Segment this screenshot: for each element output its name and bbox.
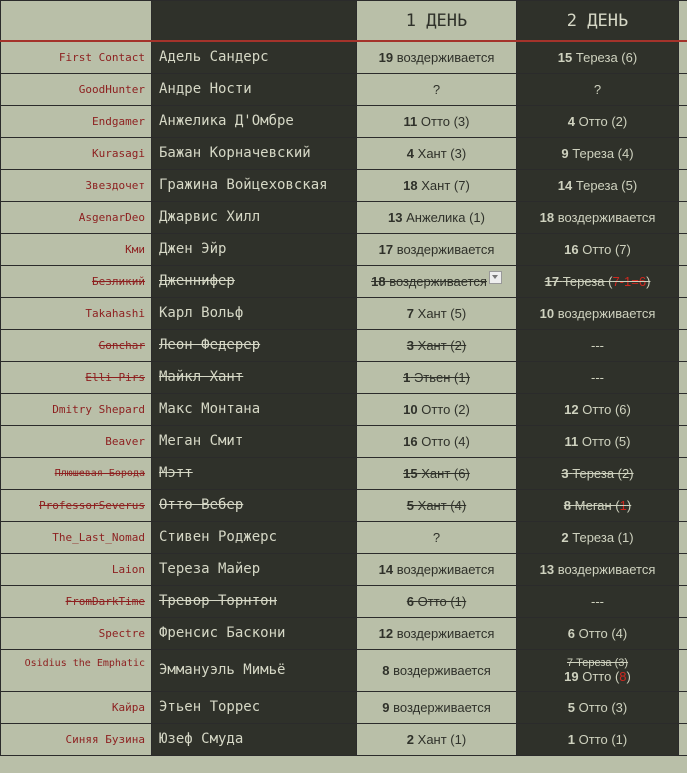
- role-name: Дженнифер: [152, 265, 357, 297]
- table-row: [1, 393, 687, 425]
- row-edge: [679, 393, 687, 425]
- row-edge: [679, 105, 687, 137]
- table-row: [1, 489, 687, 521]
- table-row: [1, 265, 687, 297]
- role-name: Адель Сандерс: [152, 41, 357, 73]
- day1-vote: 5 Хант (4): [357, 489, 517, 521]
- day1-vote: 6 Отто (1): [357, 585, 517, 617]
- player-name[interactable]: Elli Pirs: [1, 361, 152, 393]
- role-name: Карл Вольф: [152, 297, 357, 329]
- role-name: Джарвис Хилл: [152, 201, 357, 233]
- role-name: Джен Эйр: [152, 233, 357, 265]
- day2-vote: 8 Меган (1): [517, 489, 679, 521]
- player-name[interactable]: ProfessorSeverus: [1, 489, 152, 521]
- role-name: Этьен Торрес: [152, 691, 357, 723]
- table-row: [1, 691, 687, 723]
- table-row: [1, 73, 687, 105]
- day2-vote: 15 Тереза (6): [517, 41, 679, 73]
- row-edge: [679, 73, 687, 105]
- player-name[interactable]: Плюшевая Борода: [1, 457, 152, 489]
- row-edge: [679, 265, 687, 297]
- day1-vote: 10 Отто (2): [357, 393, 517, 425]
- day1-vote: 15 Хант (6): [357, 457, 517, 489]
- row-edge: [679, 41, 687, 73]
- header-day2: 2 ДЕНЬ: [517, 1, 679, 42]
- role-name: Стивен Роджерс: [152, 521, 357, 553]
- day2-vote: ---: [517, 361, 679, 393]
- day1-vote: 4 Хант (3): [357, 137, 517, 169]
- player-name[interactable]: Osidius the Emphatic: [1, 649, 152, 691]
- row-edge: [679, 489, 687, 521]
- player-name[interactable]: Кми: [1, 233, 152, 265]
- player-name[interactable]: AsgenarDeo: [1, 201, 152, 233]
- player-name[interactable]: Синяя Бузина: [1, 723, 152, 755]
- player-name[interactable]: Spectre: [1, 617, 152, 649]
- day1-vote: 7 Хант (5): [357, 297, 517, 329]
- day1-vote: 19 воздерживается: [357, 41, 517, 73]
- header-edge: [679, 1, 687, 42]
- day1-vote: 8 воздерживается: [357, 649, 517, 691]
- table-row: [1, 137, 687, 169]
- player-name[interactable]: FromDarkTime: [1, 585, 152, 617]
- dropdown-arrow-icon[interactable]: [489, 271, 502, 284]
- player-name[interactable]: GoodHunter: [1, 73, 152, 105]
- header-role-cell: [152, 1, 357, 42]
- role-name: Андре Ности: [152, 73, 357, 105]
- row-edge: [679, 297, 687, 329]
- day1-vote: 18 Хант (7): [357, 169, 517, 201]
- header-day1: 1 ДЕНЬ: [357, 1, 517, 42]
- player-name[interactable]: Endgamer: [1, 105, 152, 137]
- header-player-cell: [1, 1, 152, 42]
- day2-vote: 4 Отто (2): [517, 105, 679, 137]
- row-edge: [679, 585, 687, 617]
- day2-vote: 16 Отто (7): [517, 233, 679, 265]
- day2-vote: 6 Отто (4): [517, 617, 679, 649]
- table-row: [1, 521, 687, 553]
- player-name[interactable]: The_Last_Nomad: [1, 521, 152, 553]
- role-name: Майкл Хант: [152, 361, 357, 393]
- row-edge: [679, 617, 687, 649]
- day2-vote: 2 Тереза (1): [517, 521, 679, 553]
- day1-vote: 3 Хант (2): [357, 329, 517, 361]
- day2-vote: ---: [517, 329, 679, 361]
- row-edge: [679, 425, 687, 457]
- row-edge: [679, 521, 687, 553]
- day1-vote: 16 Отто (4): [357, 425, 517, 457]
- table-row: [1, 649, 687, 691]
- table-row: [1, 457, 687, 489]
- table-row: [1, 585, 687, 617]
- player-name[interactable]: Dmitry Shepard: [1, 393, 152, 425]
- row-edge: [679, 723, 687, 755]
- player-name[interactable]: Кайра: [1, 691, 152, 723]
- table-row: [1, 297, 687, 329]
- role-name: Макс Монтана: [152, 393, 357, 425]
- day2-vote: 18 воздерживается: [517, 201, 679, 233]
- row-edge: [679, 137, 687, 169]
- day1-vote: 13 Анжелика (1): [357, 201, 517, 233]
- day1-vote: ?: [357, 73, 517, 105]
- row-edge: [679, 553, 687, 585]
- role-name: Юзеф Смуда: [152, 723, 357, 755]
- day1-vote: 17 воздерживается: [357, 233, 517, 265]
- role-name: Френсис Баскони: [152, 617, 357, 649]
- player-name[interactable]: First Contact: [1, 41, 152, 73]
- day2-vote: 17 Тереза (7-1=6): [517, 265, 679, 297]
- row-edge: [679, 169, 687, 201]
- table-row: [1, 617, 687, 649]
- role-name: Леон Федерер: [152, 329, 357, 361]
- day2-vote: [517, 649, 679, 691]
- table-row: [1, 361, 687, 393]
- day1-vote: 18 воздерживается: [357, 265, 517, 297]
- day1-vote: 2 Хант (1): [357, 723, 517, 755]
- role-name: Гражина Войцеховская: [152, 169, 357, 201]
- day2-vote: 11 Отто (5): [517, 425, 679, 457]
- day1-vote: ?: [357, 521, 517, 553]
- day1-vote: 14 воздерживается: [357, 553, 517, 585]
- day2-new-vote: 19 Отто (8): [564, 669, 631, 684]
- row-edge: [679, 691, 687, 723]
- day1-vote: 11 Отто (3): [357, 105, 517, 137]
- table-row: [1, 169, 687, 201]
- player-name[interactable]: Безликий: [1, 265, 152, 297]
- role-name: Анжелика Д'Омбре: [152, 105, 357, 137]
- row-edge: [679, 233, 687, 265]
- player-name[interactable]: Kurasagi: [1, 137, 152, 169]
- role-name: Отто Вебер: [152, 489, 357, 521]
- player-name[interactable]: Laion: [1, 553, 152, 585]
- day2-old-vote: 7 Тереза (3): [566, 657, 629, 669]
- row-edge: [679, 201, 687, 233]
- player-name[interactable]: Gonchar: [1, 329, 152, 361]
- row-edge: [679, 361, 687, 393]
- day2-vote: ---: [517, 585, 679, 617]
- day1-vote: 1 Этьен (1): [357, 361, 517, 393]
- role-name: Мэтт: [152, 457, 357, 489]
- table-row: [1, 41, 687, 73]
- day2-vote: ?: [517, 73, 679, 105]
- table-row: [1, 329, 687, 361]
- role-name: Эммануэль Мимьё: [152, 649, 357, 691]
- day2-vote: 3 Тереза (2): [517, 457, 679, 489]
- row-edge: [679, 649, 687, 691]
- player-name[interactable]: Takahashi: [1, 297, 152, 329]
- table-row: [1, 553, 687, 585]
- player-name[interactable]: Beaver: [1, 425, 152, 457]
- day2-vote: 12 Отто (6): [517, 393, 679, 425]
- day2-vote: 10 воздерживается: [517, 297, 679, 329]
- role-name: Меган Смит: [152, 425, 357, 457]
- day2-vote: 1 Отто (1): [517, 723, 679, 755]
- table-row: [1, 425, 687, 457]
- table-row: [1, 105, 687, 137]
- role-name: Бажан Корначевский: [152, 137, 357, 169]
- role-name: Тревор Торнтон: [152, 585, 357, 617]
- table-row: [1, 233, 687, 265]
- row-edge: [679, 457, 687, 489]
- day2-vote: 5 Отто (3): [517, 691, 679, 723]
- day1-vote: 12 воздерживается: [357, 617, 517, 649]
- table-row: [1, 201, 687, 233]
- player-name[interactable]: Звездочет: [1, 169, 152, 201]
- day2-vote: 13 воздерживается: [517, 553, 679, 585]
- day1-vote: 9 воздерживается: [357, 691, 517, 723]
- row-edge: [679, 329, 687, 361]
- table-row: [1, 723, 687, 755]
- role-name: Тереза Майер: [152, 553, 357, 585]
- day2-vote: 14 Тереза (5): [517, 169, 679, 201]
- day2-vote: 9 Тереза (4): [517, 137, 679, 169]
